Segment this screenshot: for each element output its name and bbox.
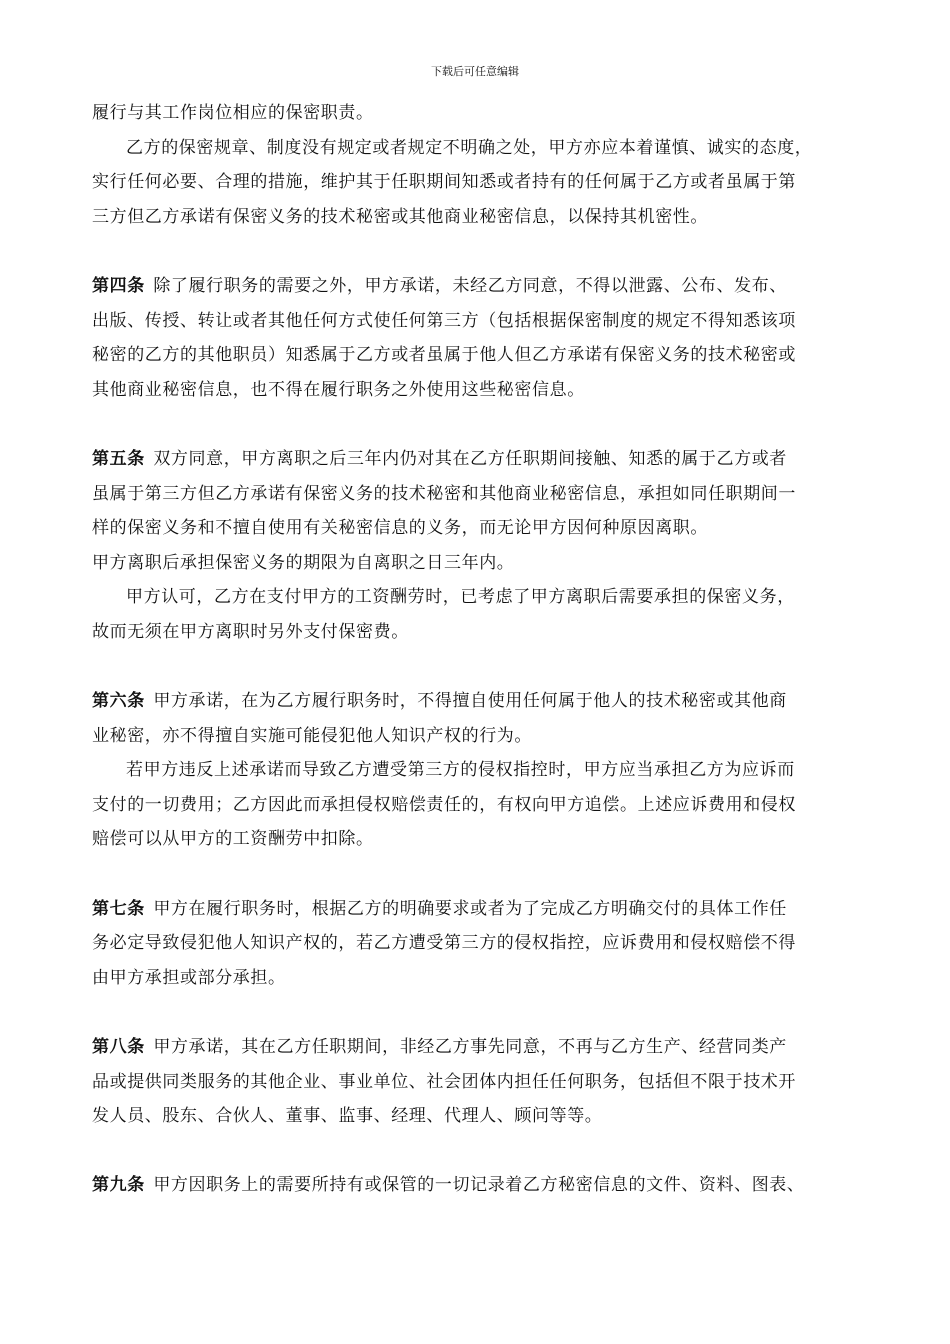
paragraph	[92, 753, 872, 857]
text-line: 出版、传授、转让或者其他任何方式使任何第三方（包括根据保密制度的规定不得知悉该项	[92, 310, 796, 331]
article-7	[92, 892, 872, 996]
text-line: 虽属于第三方但乙方承诺有保密义务的技术秘密和其他商业秘密信息，承担如同任职期间一	[92, 483, 796, 504]
article-6	[92, 684, 872, 753]
article-title: 第九条	[92, 1175, 145, 1196]
paragraph	[92, 546, 872, 581]
text-line: 赔偿可以从甲方的工资酬劳中扣除。	[92, 829, 374, 850]
article-4	[92, 269, 872, 407]
text-line: 业秘密，亦不得擅自实施可能侵犯他人知识产权的行为。	[92, 725, 532, 746]
text-line: 双方同意，甲方离职之后三年内仍对其在乙方任职期间接触、知悉的属于乙方或者	[153, 448, 787, 469]
text-line: 由甲方承担或部分承担。	[92, 967, 286, 988]
page-header: 下载后可任意编辑	[431, 65, 519, 78]
article-title: 第四条	[92, 275, 145, 296]
text-line: 甲方因职务上的需要所持有或保管的一切记录着乙方秘密信息的文件、资料、图表、	[153, 1175, 805, 1196]
text-line: 故而无须在甲方离职时另外支付保密费。	[92, 621, 409, 642]
text-line: 支付的一切费用；乙方因此而承担侵权赔偿责任的，有权向甲方追偿。上述应诉费用和侵权	[92, 794, 796, 815]
text-line: 发人员、股东、合伙人、董事、监事、经理、代理人、顾问等等。	[92, 1106, 603, 1127]
text-line: 务必定导致侵犯他人知识产权的，若乙方遭受第三方的侵权指控，应诉费用和侵权赔偿不得	[92, 933, 796, 954]
text-line: 三方但乙方承诺有保密义务的技术秘密或其他商业秘密信息，以保持其机密性。	[92, 206, 708, 227]
text-line: 秘密的乙方的其他职员）知悉属于乙方或者虽属于他人但乙方承诺有保密义务的技术秘密或	[92, 345, 796, 366]
text-line: 除了履行职务的需要之外，甲方承诺，未经乙方同意，不得以泄露、公布、发布、	[153, 275, 787, 296]
paragraph	[92, 580, 872, 649]
text-line: 实行任何必要、合理的措施，维护其于任职期间知悉或者持有的任何属于乙方或者虽属于第	[92, 172, 796, 193]
text-line: 履行与其工作岗位相应的保密职责。	[92, 103, 374, 123]
article-title: 第七条	[92, 898, 145, 919]
text-line: 样的保密义务和不擅自使用有关秘密信息的义务，而无论甲方因何种原因离职。	[92, 518, 708, 539]
text-line: 若甲方违反上述承诺而导致乙方遭受第三方的侵权指控时，甲方应当承担乙方为应诉而	[126, 760, 795, 781]
document-body	[92, 96, 872, 1203]
text-line: 品或提供同类服务的其他企业、事业单位、社会团体内担任任何职务，包括但不限于技术开	[92, 1071, 796, 1092]
article-9	[92, 1168, 872, 1203]
article-title: 第五条	[92, 448, 145, 469]
text-line: 甲方认可，乙方在支付甲方的工资酬劳时，已考虑了甲方离职后需要承担的保密义务，	[126, 587, 795, 608]
article-8	[92, 1030, 872, 1134]
text-line: 乙方的保密规章、制度没有规定或者规定不明确之处，甲方亦应本着谨慎、诚实的态度，	[126, 137, 813, 158]
paragraph	[92, 96, 872, 131]
article-5	[92, 442, 872, 546]
article-title: 第六条	[92, 691, 145, 712]
text-line: 甲方承诺，在为乙方履行职务时，不得擅自使用任何属于他人的技术秘密或其他商	[153, 691, 787, 712]
paragraph	[92, 131, 872, 235]
text-line: 甲方承诺，其在乙方任职期间，非经乙方事先同意，不再与乙方生产、经营同类产	[153, 1037, 787, 1058]
text-line: 其他商业秘密信息，也不得在履行职务之外使用这些秘密信息。	[92, 379, 585, 400]
article-title: 第八条	[92, 1037, 145, 1058]
text-line: 甲方离职后承担保密义务的期限为自离职之日三年内。	[92, 552, 515, 573]
text-line: 甲方在履行职务时，根据乙方的明确要求或者为了完成乙方明确交付的具体工作任	[153, 898, 787, 919]
